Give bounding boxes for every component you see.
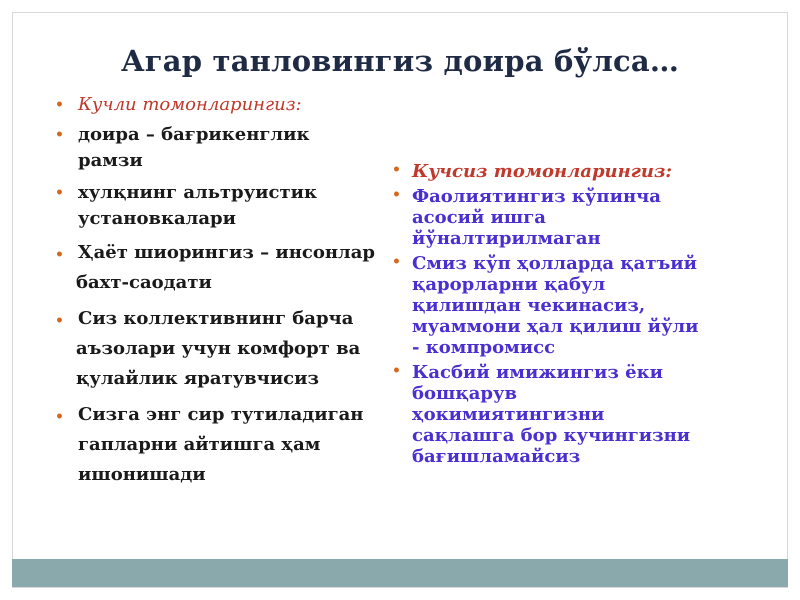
weakness-line: қарорларни қабул <box>412 274 606 295</box>
strength-item <box>55 122 415 174</box>
strength-item <box>55 238 415 298</box>
weakness-line: муаммони ҳал қилиш йўли <box>412 316 699 337</box>
strength-line: Ҳаёт шиорингиз – инсонлар <box>78 242 375 263</box>
weaknesses-list <box>392 161 762 471</box>
strength-line: қулайлик яратувчисиз <box>76 368 319 389</box>
weakness-item <box>392 362 762 467</box>
strength-line: рамзи <box>78 150 143 171</box>
strength-line: Сизга энг сир тутиладиган <box>78 404 364 425</box>
strength-line: доира – бағрикенглик <box>78 124 310 145</box>
strength-line: гапларни айтишга ҳам <box>78 434 321 455</box>
slide-title: Агар танловингиз доира бўлса… <box>120 44 680 78</box>
strength-item <box>55 180 415 232</box>
weakness-line: қилишдан чекинасиз, <box>412 295 646 316</box>
bullet-icon: • <box>55 409 64 425</box>
bullet-icon: • <box>55 313 64 329</box>
weakness-line: асосий ишга <box>412 207 546 228</box>
strength-item <box>55 400 415 490</box>
weakness-line: йўналтирилмаган <box>412 228 601 249</box>
bullet-icon: • <box>392 162 401 178</box>
weakness-line: бошқарув <box>412 383 518 404</box>
bullet-icon: • <box>55 185 64 201</box>
weaknesses-heading: • Кучсиз томонларингиз: <box>392 161 673 182</box>
strength-line: аъзолари учун комфорт ва <box>76 338 361 359</box>
bullet-icon: • <box>392 254 401 270</box>
weakness-item <box>392 253 762 358</box>
weakness-item <box>392 186 762 249</box>
footer-bar <box>12 559 788 587</box>
weakness-line: сақлашга бор кучингизни <box>412 425 691 446</box>
strength-line: бахт-саодати <box>76 272 212 293</box>
strength-line: хулқнинг альтруистик <box>78 182 317 203</box>
weakness-line: Касбий имижингиз ёки <box>412 362 663 383</box>
strengths-list <box>55 92 415 496</box>
weakness-line: - компромисс <box>412 337 556 358</box>
strength-line: установкалари <box>78 208 236 229</box>
bullet-icon: • <box>392 363 401 379</box>
weakness-line: бағишламайсиз <box>412 446 581 467</box>
strength-line: ишонишади <box>78 464 206 485</box>
bullet-icon: • <box>392 187 401 203</box>
strength-line: Сиз коллективнинг барча <box>78 308 354 329</box>
bullet-icon: • <box>55 127 64 143</box>
bullet-icon: • <box>55 247 64 263</box>
strength-item <box>55 304 415 394</box>
weakness-line: ҳокимиятингизни <box>412 404 605 425</box>
bullet-icon: • <box>55 97 64 113</box>
weakness-line: Смиз кўп ҳолларда қатъий <box>412 253 697 274</box>
weakness-line: Фаолиятингиз кўпинча <box>412 186 661 207</box>
strengths-heading: • Кучли томонларингиз: <box>55 92 415 118</box>
